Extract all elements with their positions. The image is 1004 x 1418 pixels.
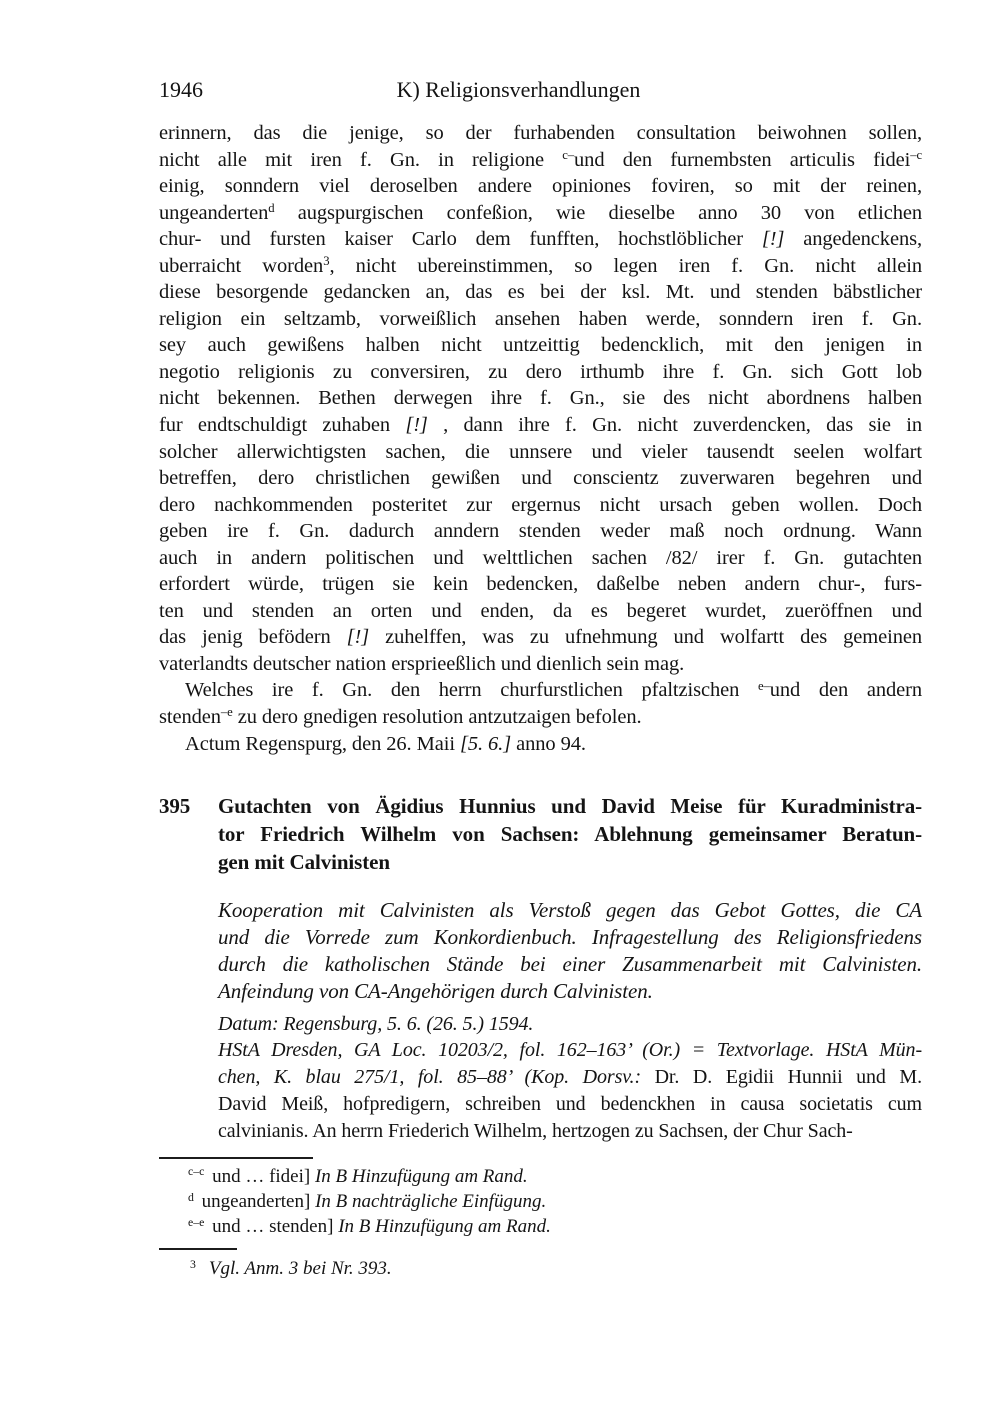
text-column (159, 0, 922, 1281)
text-line: fur endtschuldigt zuhaben [!] , dann ihre f. Gn. nicht zuverdencken, das sie in (159, 414, 922, 437)
text-line: $^{c-c}$ und … fidei] In B Hinzufügung am Rand. (188, 1165, 528, 1187)
text-line: uberraicht worden$^3$, nicht ubereinstimmen, so legen iren f. Gn. nicht allein (159, 254, 922, 277)
text-line: negotio religionis zu conversiren, zu dero irthumb ihre f. Gn. sich Gott lob (159, 360, 922, 383)
text-line: dero nachkommenden posteritet zur ergernus nicht ursach geben wollen. Doch (159, 493, 922, 516)
entry-source-note (218, 1011, 922, 1145)
numbered-footnote (159, 1256, 922, 1281)
text-line: Actum Regenspurg, den 26. Maii [5. 6.] anno 94. (185, 732, 586, 755)
text-line: ungeanderten$^d$ augspurgischen confeßion, wie dieselbe anno 30 von etlichen (159, 201, 922, 224)
text-line: Welches ire f. Gn. den herrn churfurstlichen pfaltzischen $^{e-}$und den andern (185, 678, 922, 702)
text-line: $^d$ ungeanderten] In B nachträgliche Einfügung. (188, 1190, 547, 1212)
text-line: solcher allerwichtigsten sachen, die unnsere und vieler tausendt seelen wolfart (159, 440, 922, 463)
text-line: einig, sonndern viel deroselben andere opiniones foviren, so mit der reinen, (159, 175, 922, 198)
apparatus-footnotes (159, 1164, 922, 1240)
text-line: calvinianis. An herrn Friederich Wilhelm, hertzogen zu Sachsen, der Chur Sach- (218, 1119, 853, 1142)
apparatus-rule (159, 1157, 313, 1159)
document-body (159, 120, 922, 757)
text-line: HStA Dresden, GA Loc. 10203/2, fol. 162–163’ (Or.) = Textvorlage. HStA Mün- (218, 1039, 922, 1062)
text-line: erinnern, das die jenige, so der furhabenden consultation beiwohnen sollen, (159, 122, 922, 144)
text-line: chur- und fursten kaiser Carlo dem funfften, hochstlöblicher [!] angedenckens, (159, 228, 922, 251)
text-line: nicht bekennen. Bethen derwegen ihre f. Gn., sie des nicht abordnens halben (159, 387, 922, 410)
entry-number: 395 (159, 794, 191, 819)
text-line: betreffen, dero christlichen gewißen und conscientz zuverwaren begehren und (159, 467, 922, 490)
entry-title (218, 793, 922, 876)
text-line: religion ein seltzamb, vorweißlich ansehen haben werde, sonndern iren f. Gn. (159, 307, 922, 330)
running-head: K) Religionsverhandlungen (396, 77, 641, 102)
text-line: diese besorgende gedancken an, das es bei der ksl. Mt. und stenden bäbstlicher (159, 281, 922, 304)
text-line: erfordert würde, trügen sie kein bedencken, daßelbe neben andern chur-, furs- (159, 573, 922, 596)
text-line: Datum: Regensburg, 5. 6. (26. 5.) 1594. (218, 1012, 534, 1035)
text-line: David Meiß, hofpredigern, schreiben und bedenckhen in causa societatis cum (218, 1092, 922, 1115)
text-line: gen mit Calvinisten (218, 849, 390, 874)
text-line: nicht alle mit iren f. Gn. in religione $^{c-}$und den furnembsten articulis fidei$^{-c}$ (159, 147, 922, 171)
text-line: $^{e-e}$ und … stenden] In B Hinzufügung am Rand. (188, 1215, 551, 1238)
entry-heading (159, 793, 922, 876)
page-number: 1946 (159, 77, 203, 102)
text-line: stenden$^{-e}$ zu dero gnedigen resolution antzutzaigen befolen. (159, 705, 642, 729)
text-line: geben ire f. Gn. dadurch anndern stenden weder maß noch ordnung. Wann (159, 520, 922, 543)
body-paragraph-2 (159, 677, 922, 730)
entry-regest (218, 897, 922, 1005)
body-paragraph-1 (159, 120, 922, 677)
text-line: Anfeindung von CA-Angehörigen durch Calvinisten. (218, 978, 653, 1003)
text-line: und die Vorrede zum Konkordienbuch. Infragestellung des Religionsfriedens (218, 924, 922, 949)
text-line: durch die katholischen Stände bei einer Zusammenarbeit mit Calvinisten. (218, 951, 922, 976)
text-line: Kooperation mit Calvinisten als Verstoß gegen das Gebot Gottes, die CA (218, 897, 922, 922)
text-line: sey auch gewißens halben nicht untzeittig bedencklich, mit den jenigen in (159, 334, 922, 357)
text-line: Gutachten von Ägidius Hunnius und David Meise für Kuradministra- (218, 794, 922, 819)
text-line: tor Friedrich Wilhelm von Sachsen: Ablehnung gemeinsamer Beratun- (218, 821, 922, 846)
text-line: $^3$ Vgl. Anm. 3 bei Nr. 393. (190, 1258, 392, 1280)
page-header (159, 76, 922, 103)
text-line: vaterlandts deutscher nation ersprieeßlich und dienlich sein mag. (159, 652, 685, 675)
text-line: chen, K. blau 275/1, fol. 85–88’ (Kop. Dorsv.: Dr. D. Egidii Hunnii und M. (218, 1066, 922, 1089)
dateline-paragraph (159, 731, 922, 758)
text-line: auch in andern politischen und welttlichen sachen /82/ irer f. Gn. gutachten (159, 546, 922, 569)
footnote-rule (159, 1248, 237, 1250)
text-line: ten und stenden an orten und enden, da es begeret wurdet, zueröffnen und (159, 599, 922, 622)
text-line: das jenig befödern [!] zuhelffen, was zu ufnehmung und wolfartt des gemeinen (159, 626, 922, 649)
